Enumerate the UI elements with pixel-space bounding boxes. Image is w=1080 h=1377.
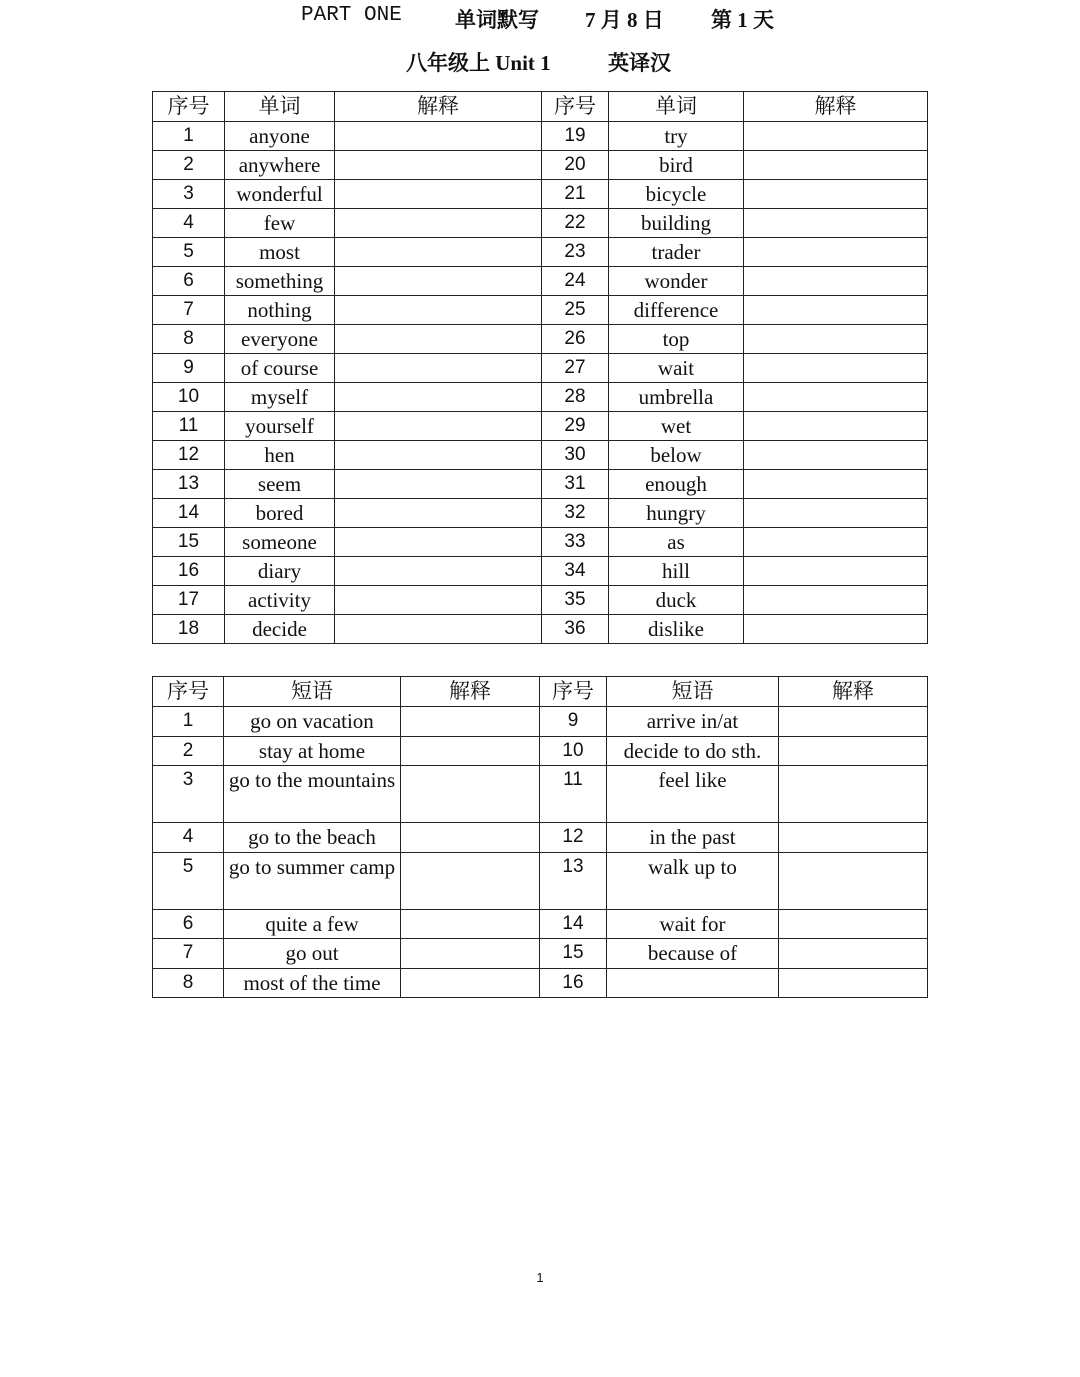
word-cell: bored (225, 499, 335, 528)
meaning-answer-cell[interactable] (335, 267, 542, 296)
meaning-answer-cell[interactable] (335, 354, 542, 383)
word-cell: trader (609, 238, 744, 267)
part-label: PART ONE (301, 4, 402, 27)
item-number: 15 (540, 939, 607, 969)
table-row (153, 736, 928, 766)
table-row (153, 528, 928, 557)
word-cell: few (225, 209, 335, 238)
item-number: 6 (153, 909, 224, 939)
meaning-answer-cell[interactable] (779, 736, 928, 766)
meaning-answer-cell[interactable] (335, 499, 542, 528)
phrase-cell: go to summer camp (224, 852, 401, 909)
header-number: 序号 (540, 677, 607, 707)
table-row (153, 586, 928, 615)
unit-label: 八年级上 Unit 1 (406, 51, 551, 75)
word-cell: bird (609, 151, 744, 180)
phrase-cell: walk up to (607, 852, 779, 909)
meaning-answer-cell[interactable] (744, 296, 928, 325)
item-number: 31 (542, 470, 609, 499)
item-number: 9 (153, 354, 225, 383)
meaning-answer-cell[interactable] (744, 383, 928, 412)
item-number: 16 (540, 968, 607, 998)
meaning-answer-cell[interactable] (744, 557, 928, 586)
meaning-answer-cell[interactable] (779, 823, 928, 853)
word-cell: wet (609, 412, 744, 441)
item-number: 7 (153, 939, 224, 969)
item-number: 30 (542, 441, 609, 470)
item-number: 11 (153, 412, 225, 441)
item-number: 28 (542, 383, 609, 412)
meaning-answer-cell[interactable] (401, 736, 540, 766)
meaning-answer-cell[interactable] (779, 968, 928, 998)
word-cell: most (225, 238, 335, 267)
table-row (153, 151, 928, 180)
table-row (153, 557, 928, 586)
table-row (153, 325, 928, 354)
word-cell: try (609, 122, 744, 151)
meaning-answer-cell[interactable] (744, 470, 928, 499)
table-row (153, 180, 928, 209)
meaning-answer-cell[interactable] (335, 470, 542, 499)
word-cell: hungry (609, 499, 744, 528)
item-number: 9 (540, 707, 607, 737)
item-number: 1 (153, 707, 224, 737)
item-number: 6 (153, 267, 225, 296)
meaning-answer-cell[interactable] (401, 968, 540, 998)
meaning-answer-cell[interactable] (779, 766, 928, 823)
phrase-cell: go on vacation (224, 707, 401, 737)
word-cell: activity (225, 586, 335, 615)
item-number: 29 (542, 412, 609, 441)
meaning-answer-cell[interactable] (335, 325, 542, 354)
meaning-answer-cell[interactable] (335, 151, 542, 180)
meaning-answer-cell[interactable] (335, 441, 542, 470)
meaning-answer-cell[interactable] (744, 267, 928, 296)
item-number: 35 (542, 586, 609, 615)
meaning-answer-cell[interactable] (779, 909, 928, 939)
meaning-answer-cell[interactable] (744, 151, 928, 180)
worksheet-title: 单词默写 (455, 8, 539, 32)
table-row (153, 441, 928, 470)
table-row (153, 267, 928, 296)
phrase-cell: decide to do sth. (607, 736, 779, 766)
item-number: 14 (153, 499, 225, 528)
word-cell: bicycle (609, 180, 744, 209)
word-cell: dislike (609, 615, 744, 644)
item-number: 1 (153, 122, 225, 151)
mode-label: 英译汉 (608, 51, 671, 75)
phrase-cell: arrive in/at (607, 707, 779, 737)
header-meaning: 解释 (779, 677, 928, 707)
item-number: 20 (542, 151, 609, 180)
word-cell: everyone (225, 325, 335, 354)
word-cell: below (609, 441, 744, 470)
page-subheader (0, 47, 1080, 79)
item-number: 24 (542, 267, 609, 296)
table-row (153, 238, 928, 267)
item-number: 33 (542, 528, 609, 557)
meaning-answer-cell[interactable] (744, 615, 928, 644)
item-number: 8 (153, 968, 224, 998)
phrase-cell: quite a few (224, 909, 401, 939)
table-row (153, 412, 928, 441)
item-number: 10 (153, 383, 225, 412)
item-number: 12 (540, 823, 607, 853)
item-number: 15 (153, 528, 225, 557)
meaning-answer-cell[interactable] (401, 909, 540, 939)
item-number: 13 (153, 470, 225, 499)
meaning-answer-cell[interactable] (335, 122, 542, 151)
word-cell: wonderful (225, 180, 335, 209)
word-cell: difference (609, 296, 744, 325)
table-row (153, 615, 928, 644)
meaning-answer-cell[interactable] (744, 325, 928, 354)
table-row (153, 852, 928, 909)
phrase-cell: go out (224, 939, 401, 969)
table-row (153, 383, 928, 412)
item-number: 5 (153, 238, 225, 267)
phrase-cell: most of the time (224, 968, 401, 998)
item-number: 36 (542, 615, 609, 644)
item-number: 8 (153, 325, 225, 354)
word-cell: decide (225, 615, 335, 644)
word-cell: anywhere (225, 151, 335, 180)
item-number: 23 (542, 238, 609, 267)
header-number: 序号 (153, 677, 224, 707)
meaning-answer-cell[interactable] (401, 939, 540, 969)
item-number: 32 (542, 499, 609, 528)
item-number: 26 (542, 325, 609, 354)
word-cell: duck (609, 586, 744, 615)
item-number: 3 (153, 180, 225, 209)
meaning-answer-cell[interactable] (335, 528, 542, 557)
worksheet-day: 第 1 天 (711, 8, 774, 32)
item-number: 7 (153, 296, 225, 325)
meaning-answer-cell[interactable] (744, 209, 928, 238)
words-table-header (153, 92, 928, 122)
phrase-cell: go to the mountains (224, 766, 401, 823)
word-cell: yourself (225, 412, 335, 441)
header-word: 单词 (225, 92, 335, 122)
meaning-answer-cell[interactable] (401, 707, 540, 737)
meaning-answer-cell[interactable] (335, 238, 542, 267)
word-cell: top (609, 325, 744, 354)
header-word: 单词 (609, 92, 744, 122)
meaning-answer-cell[interactable] (744, 354, 928, 383)
item-number: 19 (542, 122, 609, 151)
table-row (153, 209, 928, 238)
meaning-answer-cell[interactable] (335, 296, 542, 325)
phrase-cell: because of (607, 939, 779, 969)
word-cell: nothing (225, 296, 335, 325)
item-number: 2 (153, 736, 224, 766)
word-cell: hen (225, 441, 335, 470)
header-number: 序号 (153, 92, 225, 122)
item-number: 4 (153, 209, 225, 238)
phrases-table-header (153, 677, 928, 707)
meaning-answer-cell[interactable] (335, 615, 542, 644)
phrase-cell: wait for (607, 909, 779, 939)
meaning-answer-cell[interactable] (335, 180, 542, 209)
meaning-answer-cell[interactable] (779, 939, 928, 969)
item-number: 3 (153, 766, 224, 823)
meaning-answer-cell[interactable] (744, 441, 928, 470)
worksheet-date: 7 月 8 日 (585, 8, 664, 32)
table-row (153, 499, 928, 528)
meaning-answer-cell[interactable] (335, 412, 542, 441)
meaning-answer-cell[interactable] (335, 209, 542, 238)
table-row (153, 939, 928, 969)
header-meaning: 解释 (335, 92, 542, 122)
word-cell: umbrella (609, 383, 744, 412)
word-cell: seem (225, 470, 335, 499)
meaning-answer-cell[interactable] (744, 586, 928, 615)
word-cell: wonder (609, 267, 744, 296)
word-cell: wait (609, 354, 744, 383)
item-number: 12 (153, 441, 225, 470)
table-row (153, 296, 928, 325)
item-number: 11 (540, 766, 607, 823)
table-row (153, 354, 928, 383)
words-table (152, 91, 928, 644)
word-cell: of course (225, 354, 335, 383)
table-row (153, 766, 928, 823)
header-phrase: 短语 (224, 677, 401, 707)
item-number: 2 (153, 151, 225, 180)
table-row (153, 909, 928, 939)
meaning-answer-cell[interactable] (744, 528, 928, 557)
word-cell: something (225, 267, 335, 296)
table-row (153, 707, 928, 737)
meaning-answer-cell[interactable] (744, 412, 928, 441)
item-number: 5 (153, 852, 224, 909)
meaning-answer-cell[interactable] (744, 499, 928, 528)
table-row (153, 122, 928, 151)
word-cell: as (609, 528, 744, 557)
meaning-answer-cell[interactable] (744, 238, 928, 267)
word-cell: anyone (225, 122, 335, 151)
meaning-answer-cell[interactable] (779, 707, 928, 737)
item-number: 25 (542, 296, 609, 325)
word-cell: enough (609, 470, 744, 499)
header-number: 序号 (542, 92, 609, 122)
phrase-cell: feel like (607, 766, 779, 823)
phrase-cell: go to the beach (224, 823, 401, 853)
item-number: 10 (540, 736, 607, 766)
phrases-table (152, 676, 928, 998)
item-number: 34 (542, 557, 609, 586)
header-meaning: 解释 (744, 92, 928, 122)
item-number: 13 (540, 852, 607, 909)
table-row (153, 968, 928, 998)
item-number: 14 (540, 909, 607, 939)
meaning-answer-cell[interactable] (744, 180, 928, 209)
phrase-cell: in the past (607, 823, 779, 853)
item-number: 17 (153, 586, 225, 615)
phrase-cell: stay at home (224, 736, 401, 766)
page-number: 1 (536, 1270, 544, 1285)
meaning-answer-cell[interactable] (335, 383, 542, 412)
meaning-answer-cell[interactable] (401, 852, 540, 909)
header-meaning: 解释 (401, 677, 540, 707)
word-cell: someone (225, 528, 335, 557)
item-number: 27 (542, 354, 609, 383)
table-row (153, 470, 928, 499)
item-number: 16 (153, 557, 225, 586)
meaning-answer-cell[interactable] (401, 766, 540, 823)
word-cell: myself (225, 383, 335, 412)
meaning-answer-cell[interactable] (744, 122, 928, 151)
item-number: 22 (542, 209, 609, 238)
table-row (153, 823, 928, 853)
item-number: 21 (542, 180, 609, 209)
word-cell: diary (225, 557, 335, 586)
meaning-answer-cell[interactable] (779, 852, 928, 909)
page-header (0, 4, 1080, 36)
word-cell: building (609, 209, 744, 238)
word-cell: hill (609, 557, 744, 586)
meaning-answer-cell[interactable] (335, 557, 542, 586)
item-number: 18 (153, 615, 225, 644)
item-number: 4 (153, 823, 224, 853)
phrase-cell (607, 968, 779, 998)
meaning-answer-cell[interactable] (401, 823, 540, 853)
header-phrase: 短语 (607, 677, 779, 707)
meaning-answer-cell[interactable] (335, 586, 542, 615)
